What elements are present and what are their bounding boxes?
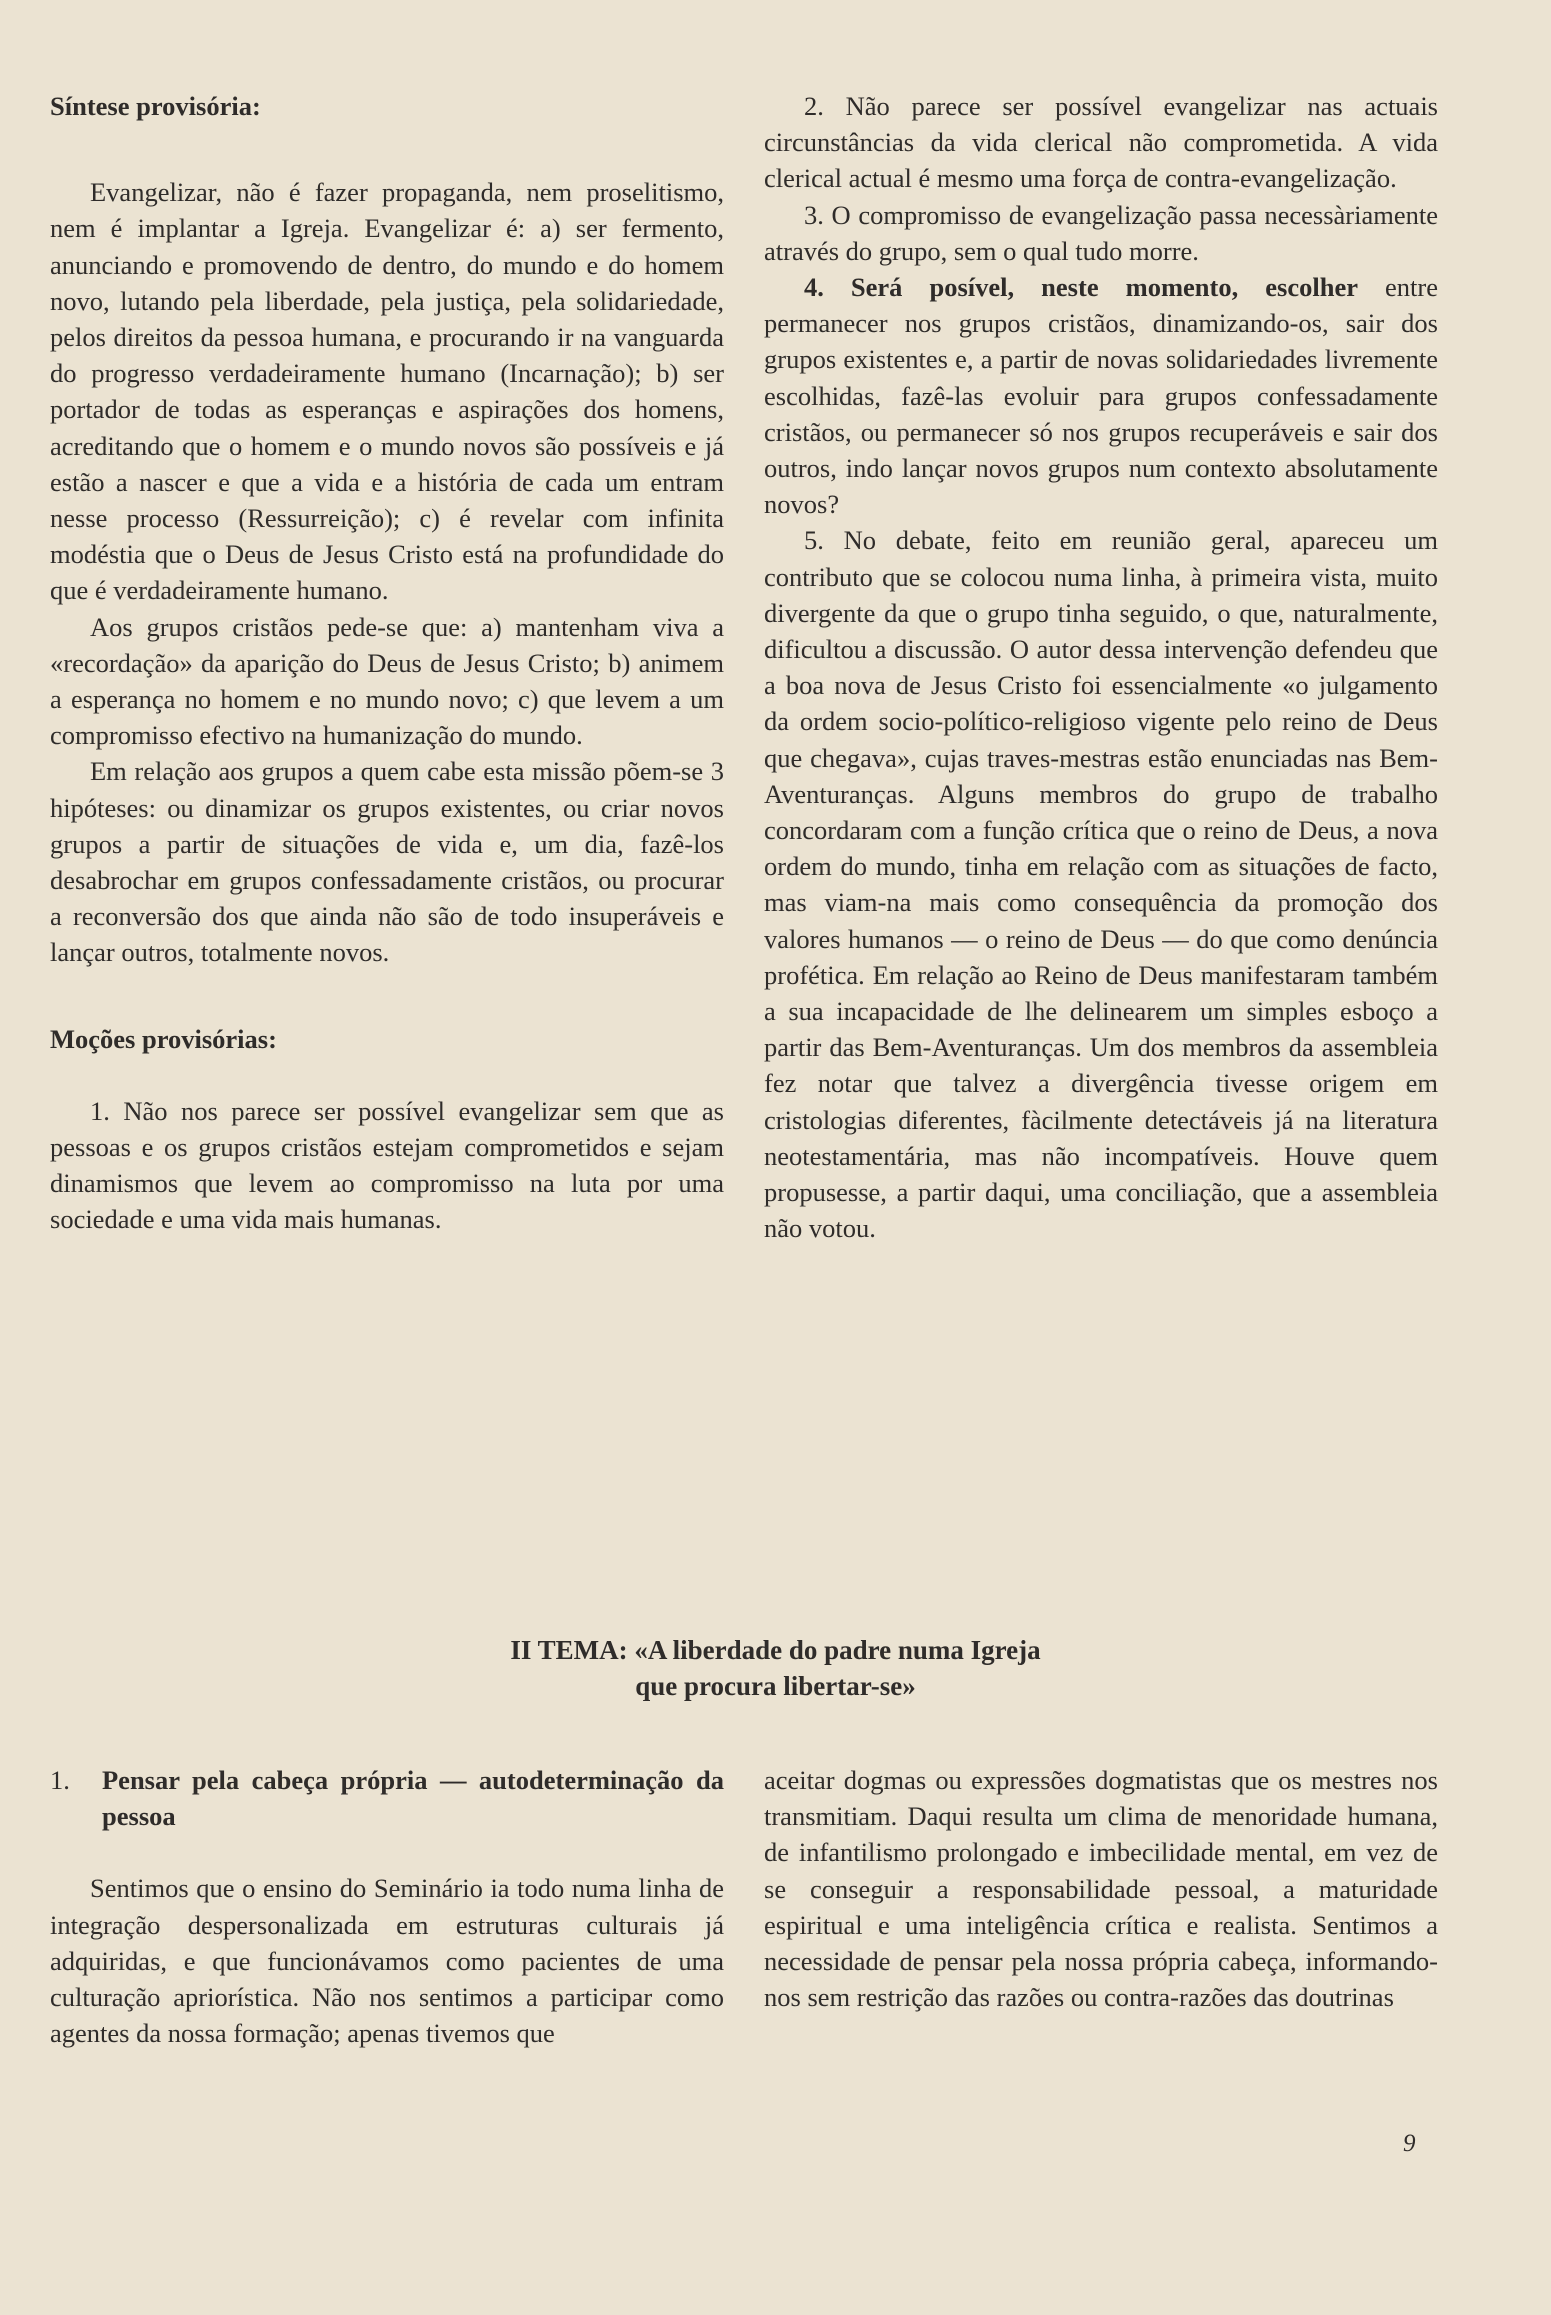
- tema-line-1: II TEMA: «A liberdade do padre numa Igreja: [510, 1635, 1041, 1665]
- left-column-bottom: [50, 1762, 724, 2051]
- paragraph: 2. Não parece ser possível evangelizar nas actuais circunstâncias da vida clerical não comprometida. A vida clerical actual é mesmo uma força de contra-evangelização.: [764, 91, 1438, 194]
- section-title-tema: [0, 1632, 1551, 1704]
- paragraph: Em relação aos grupos a quem cabe esta missão põem-se 3 hipóteses: ou dinamizar os grupos existentes, ou criar novos grupos a partir de situações de vida e, um dia, fazê-los desabrochar em grupos confessadamente cristãos, ou procurar a reconversão dos que ainda não são de todo insuperáveis e lançar outros, totalmente novos.: [50, 756, 724, 968]
- tema-line-2: que procura libertar-se»: [635, 1671, 916, 1701]
- paragraph: Evangelizar, não é fazer propaganda, nem proselitismo, nem é implantar a Igreja. Evangelizar é: a) ser fermento, anunciando e promovendo de dentro, do mundo e do homem novo, lutando pela liberdade, pela justiça, pela solidariedade, pelos direitos da pessoa humana, e procurando ir na vanguarda do progresso verdadeiramente humano (Incarnação); b) ser portador de todas as esperanças e aspirações dos homens, acreditando que o homem e o mundo novos são possíveis e já estão a nascer e que a vida e a história de cada um entram nesse processo (Ressurreição); c) é revelar com infinita modéstia que o Deus de Jesus Cristo está na profundidade do que é verdadeiramente humano.: [50, 177, 724, 606]
- right-column-top: [764, 88, 1438, 1247]
- subsection-title: Pensar pela cabeça própria — autodeterminação da pessoa: [102, 1765, 724, 1832]
- mocoes-heading: Moções provisórias:: [50, 1023, 277, 1054]
- paragraph: Aos grupos cristãos pede-se que: a) mantenham viva a «recordação» da aparição do Deus de Jesus Cristo; b) animem a esperança no homem e no mundo novo; c) que levem a um compromisso efectivo na humanização do mundo.: [50, 611, 724, 751]
- bold-lead: 4. Será posível, neste momento, escolher: [804, 272, 1358, 303]
- paragraph: 1. Não nos parece ser possível evangelizar sem que as pessoas e os grupos cristãos estejam comprometidos e sejam dinamismos que levem ao compromisso na luta por uma sociedade e uma vida mais humanas.: [50, 1095, 724, 1235]
- paragraph: [764, 269, 1438, 522]
- paragraph: Sentimos que o ensino do Seminário ia todo numa linha de integração despersonalizada em estruturas culturais já adquiridas, e que funcionávamos como pacientes de uma culturação apriorística. Não nos sentimos a participar como agentes da nossa formação; apenas tivemos que: [50, 1873, 724, 2049]
- page-number: 9: [1403, 2130, 1416, 2157]
- right-column-bottom: [764, 1762, 1438, 2015]
- subsection-number: 1.: [50, 1765, 70, 1795]
- left-column-top: [50, 88, 724, 1238]
- subsection-heading: [50, 1762, 724, 1834]
- paragraph: aceitar dogmas ou expressões dogmatistas que os mestres nos transmitiam. Daqui resulta um clima de menoridade humana, de infantilismo prolongado e imbecilidade mental, em vez de se conseguir a responsabilidade pessoal, a maturidade espiritual e uma inteligência crítica e realista. Sentimos a necessidade de pensar pela nossa própria cabeça, informando-nos sem restrição das razões ou contra-razões das doutrinas: [764, 1765, 1438, 2013]
- paragraph: 3. O compromisso de evangelização passa necessàriamente através do grupo, sem o qual tudo morre.: [764, 199, 1438, 266]
- paragraph: 5. No debate, feito em reunião geral, apareceu um contributo que se colocou numa linha, à primeira vista, muito divergente da que o grupo tinha seguido, o que, naturalmente, dificultou a discussão. O autor dessa intervenção defendeu que a boa nova de Jesus Cristo foi essencialmente «o julgamento da ordem socio-político-religioso vigente pelo reino de Deus que chegava», cujas traves-mestras estão enunciadas nas Bem-Aventuranças. Alguns membros do grupo de trabalho concordaram com a função crítica que o reino de Deus, a nova ordem do mundo, tinha em relação com as situações de facto, mas viam-na mais como consequência da promoção dos valores humanos — o reino de Deus — do que como denúncia profética. Em relação ao Reino de Deus manifestaram também a sua incapacidade de lhe delinearem um simples esboço a partir das Bem-Aventuranças. Um dos membros da assembleia fez notar que talvez a divergência tivesse origem em cristologias diferentes, fàcilmente detectáveis já na literatura neotestamentária, mas não incompatíveis. Houve quem propusesse, a partir daqui, uma conciliação, que a assembleia não votou.: [764, 525, 1438, 1244]
- paragraph-rest: entre permanecer nos grupos cristãos, dinamizando-os, sair dos grupos existentes e, a partir de novas solidariedades livremente escolhidas, fazê-las evoluir para grupos confessadamente cristãos, ou permanecer só nos grupos recuperáveis e sair dos outros, indo lançar novos grupos num contexto absolutamente novos?: [764, 272, 1438, 520]
- sintese-heading: Síntese provisória:: [50, 91, 261, 121]
